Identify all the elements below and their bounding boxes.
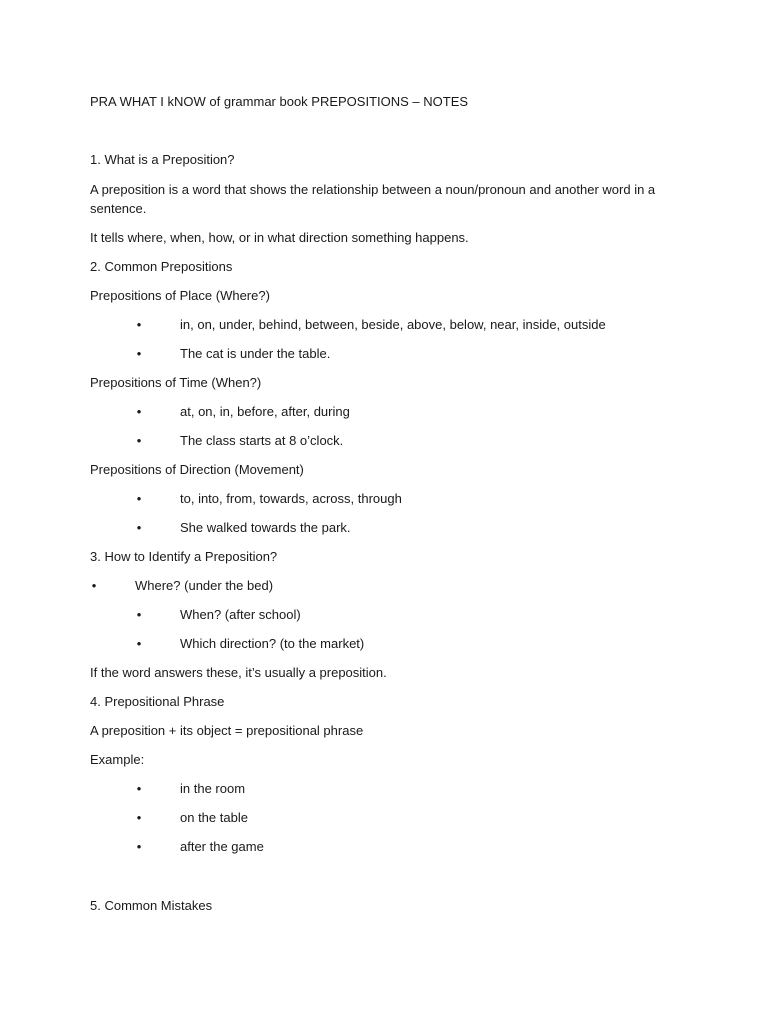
- bullet-icon: •: [91, 578, 97, 593]
- bullet-icon: •: [136, 433, 142, 448]
- direction-label: Prepositions of Direction (Movement): [90, 462, 304, 477]
- bullet-icon: •: [136, 810, 142, 825]
- section-2-heading: 2. Common Prepositions: [90, 259, 233, 274]
- list-item: after the game: [180, 839, 264, 854]
- bullet-icon: •: [136, 607, 142, 622]
- phrase-formula: A preposition + its object = prepositional phrase: [90, 723, 364, 738]
- list-item: on the table: [180, 810, 248, 825]
- section-4-heading: 4. Prepositional Phrase: [90, 694, 225, 709]
- section-3-heading: 3. How to Identify a Preposition?: [90, 549, 278, 564]
- bullet-icon: •: [136, 317, 142, 332]
- bullet-icon: •: [136, 839, 142, 854]
- list-item: She walked towards the park.: [180, 520, 351, 535]
- bullet-icon: •: [136, 636, 142, 651]
- bullet-icon: •: [136, 781, 142, 796]
- bullet-icon: •: [136, 520, 142, 535]
- bullet-icon: •: [136, 346, 142, 361]
- preposition-definition: A preposition is a word that shows the relationship between a noun/pronoun and another word in a sentence.: [90, 182, 656, 216]
- identify-note: If the word answers these, it’s usually a preposition.: [90, 665, 387, 680]
- place-label: Prepositions of Place (Where?): [90, 288, 270, 303]
- bullet-icon: •: [136, 404, 142, 419]
- section-5-heading: 5. Common Mistakes: [90, 898, 213, 913]
- list-item: When? (after school): [180, 607, 301, 622]
- preposition-tells-text: It tells where, when, how, or in what direction something happens.: [90, 230, 469, 245]
- list-item: to, into, from, towards, across, through: [180, 491, 402, 506]
- list-item: The cat is under the table.: [180, 346, 331, 361]
- list-item: in, on, under, behind, between, beside, above, below, near, inside, outside: [180, 317, 606, 332]
- example-label: Example:: [90, 752, 145, 767]
- list-item: The class starts at 8 o’clock.: [180, 433, 344, 448]
- list-item: at, on, in, before, after, during: [180, 404, 350, 419]
- bullet-icon: •: [136, 491, 142, 506]
- list-item: Where? (under the bed): [135, 578, 274, 593]
- time-label: Prepositions of Time (When?): [90, 375, 262, 390]
- document-title: PRA WHAT I kNOW of grammar book PREPOSITIONS – NOTES: [90, 94, 469, 109]
- list-item: in the room: [180, 781, 246, 796]
- section-1-heading: 1. What is a Preposition?: [90, 152, 235, 167]
- list-item: Which direction? (to the market): [180, 636, 365, 651]
